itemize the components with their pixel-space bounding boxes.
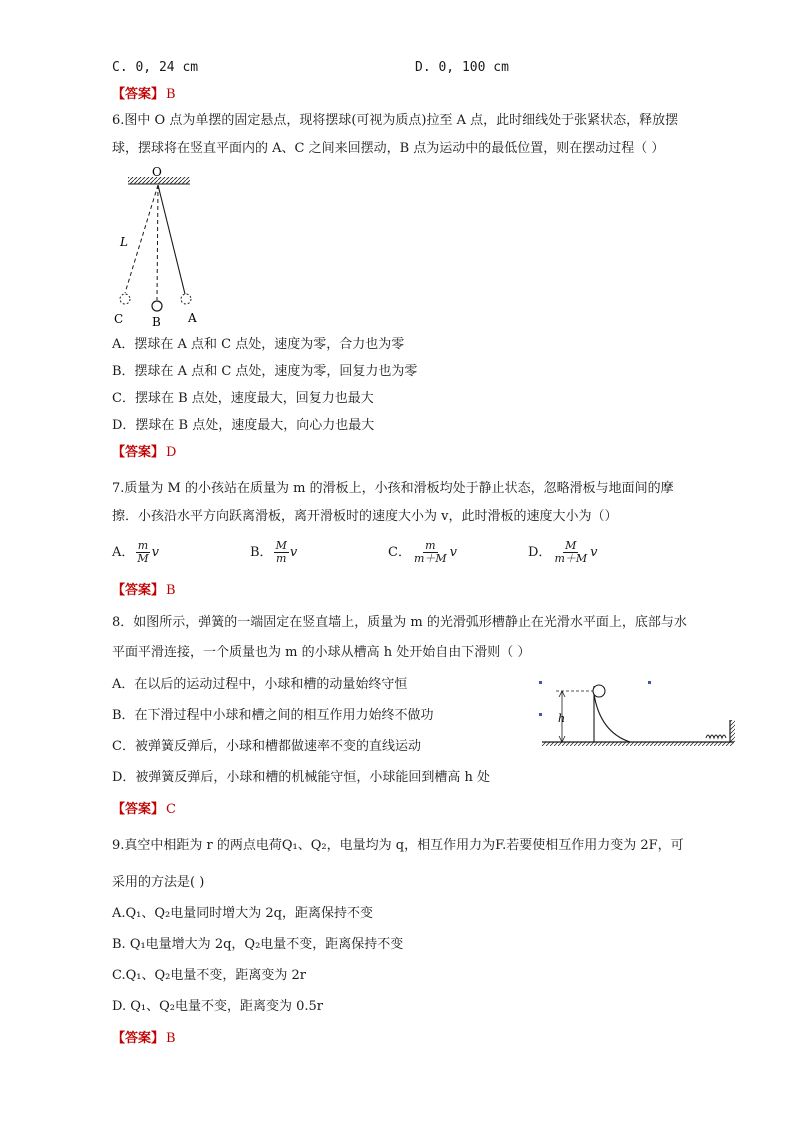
fraction: $\frac{m}{M}$ (137, 539, 149, 565)
q8-stem-line2: 平面平滑连接，一个质量也为 m 的小球从槽高 h 处开始自由下滑则（ ） (112, 645, 531, 660)
q9-option-a: A.Q₁、Q₂电量同时增大为 2q，距离保持不变 (112, 906, 373, 921)
q6-answer (112, 444, 176, 462)
q6-stem-line1: 6.图中 O 点为单摆的固定悬点，现将摆球(可视为质点)拉至 A 点，此时细线处于张紧状态，释放摆 (112, 113, 679, 128)
q7-option-a: A． $\frac{m}{M}$ v (112, 539, 160, 565)
q9-option-c: C.Q₁、Q₂电量不变，距离变为 2r (112, 968, 306, 983)
fraction: $\frac{M}{m+M}$ (554, 539, 588, 565)
q6-option-d: D．摆球在 B 点处，速度最大，向心力也最大 (112, 418, 375, 433)
q6-option-b: B．摆球在 A 点和 C 点处，速度为零，回复力也为零 (112, 364, 418, 379)
wall-hatch (730, 720, 735, 742)
fraction: $\frac{M}{m}$ (275, 539, 287, 565)
answer-value: B (166, 583, 176, 598)
ball-b (152, 301, 162, 311)
q7-stem-line1: 7.质量为 M 的小孩站在质量为 m 的滑板上，小孩和滑板均处于静止状态，忽略滑板与地面间的摩 (112, 481, 674, 496)
q9-option-b: B. Q₁电量增大为 2q，Q₂电量不变，距离保持不变 (112, 937, 404, 952)
answer-label: 【答案】 (112, 583, 165, 598)
q6-option-c: C．摆球在 B 点处，速度最大，回复力也最大 (112, 391, 374, 406)
label-a: A (188, 311, 197, 325)
q7-answer (112, 582, 176, 600)
q8-option-d: D．被弹簧反弹后，小球和槽的机械能守恒，小球能回到槽高 h 处 (112, 770, 491, 785)
q8-option-a: A．在以后的运动过程中，小球和槽的动量始终守恒 (112, 677, 408, 692)
answer-value: B (166, 1031, 176, 1046)
answer-label: 【答案】 (112, 445, 165, 460)
spring (706, 735, 726, 738)
q9-stem-line2: 采用的方法是( ) (112, 875, 205, 890)
q9-answer (112, 1030, 176, 1048)
q7-option-d: D． $\frac{M}{m+M}$ v (528, 539, 598, 565)
marker-dot (539, 681, 542, 684)
label-c: C (114, 312, 124, 326)
q6-stem-line2: 球，摆球将在竖直平面内的 A、C 之间来回摆动，B 点为运动中的最低位置，则在摆动过程（ ） (112, 141, 665, 156)
small-ball (593, 685, 605, 697)
q7-stem-line2: 擦．小孩沿水平方向跃离滑板，离开滑板时的速度大小为 v，此时滑板的速度大小为（） (112, 509, 618, 524)
answer-value: B (166, 87, 176, 102)
string-to-b (157, 185, 158, 300)
q8-stem-line1: 8．如图所示，弹簧的一端固定在竖直墙上，质量为 m 的光滑弧形槽静止在光滑水平面上，底部与水 (112, 615, 687, 630)
string-to-c (125, 185, 158, 293)
label-l: L (120, 235, 128, 249)
marker-dot (539, 713, 542, 716)
q8-option-b: B．在下滑过程中小球和槽之间的相互作用力始终不做功 (112, 708, 434, 723)
q8-option-c: C．被弹簧反弹后，小球和槽都做速率不变的直线运动 (112, 739, 421, 754)
pendulum-diagram (110, 164, 210, 330)
fraction: $\frac{m}{m+M}$ (413, 539, 447, 565)
ball-a (181, 294, 191, 304)
string-to-a (158, 185, 185, 294)
q5-answer (112, 86, 176, 104)
q9-stem-line1: 9.真空中相距为 r 的两点电荷Q₁、Q₂，电量均为 q，相互作用力为F.若要使相互作用力变为 2F，可 (112, 838, 684, 853)
label-o: O (152, 165, 162, 179)
q8-answer (112, 801, 176, 819)
answer-label: 【答案】 (112, 1031, 165, 1046)
q7-option-b: B． $\frac{M}{m}$ v (250, 539, 298, 565)
spring-trough-diagram (534, 674, 744, 754)
marker-dot (648, 681, 651, 684)
answer-value: C (166, 802, 176, 817)
answer-label: 【答案】 (112, 802, 165, 817)
q6-option-a: A．摆球在 A 点和 C 点处，速度为零，合力也为零 (112, 337, 405, 352)
q9-option-d: D. Q₁、Q₂电量不变，距离变为 0.5r (112, 999, 323, 1014)
ground-hatch (542, 742, 734, 746)
answer-label: 【答案】 (112, 87, 165, 102)
label-h: h (558, 712, 566, 725)
q7-option-c: C． $\frac{m}{m+M}$ v (388, 539, 458, 565)
ball-c (120, 294, 130, 304)
q5-option-c: C. 0, 24 cm (112, 60, 199, 75)
answer-value: D (166, 445, 177, 460)
q5-option-d: D. 0, 100 cm (415, 60, 509, 75)
label-b: B (152, 315, 161, 329)
